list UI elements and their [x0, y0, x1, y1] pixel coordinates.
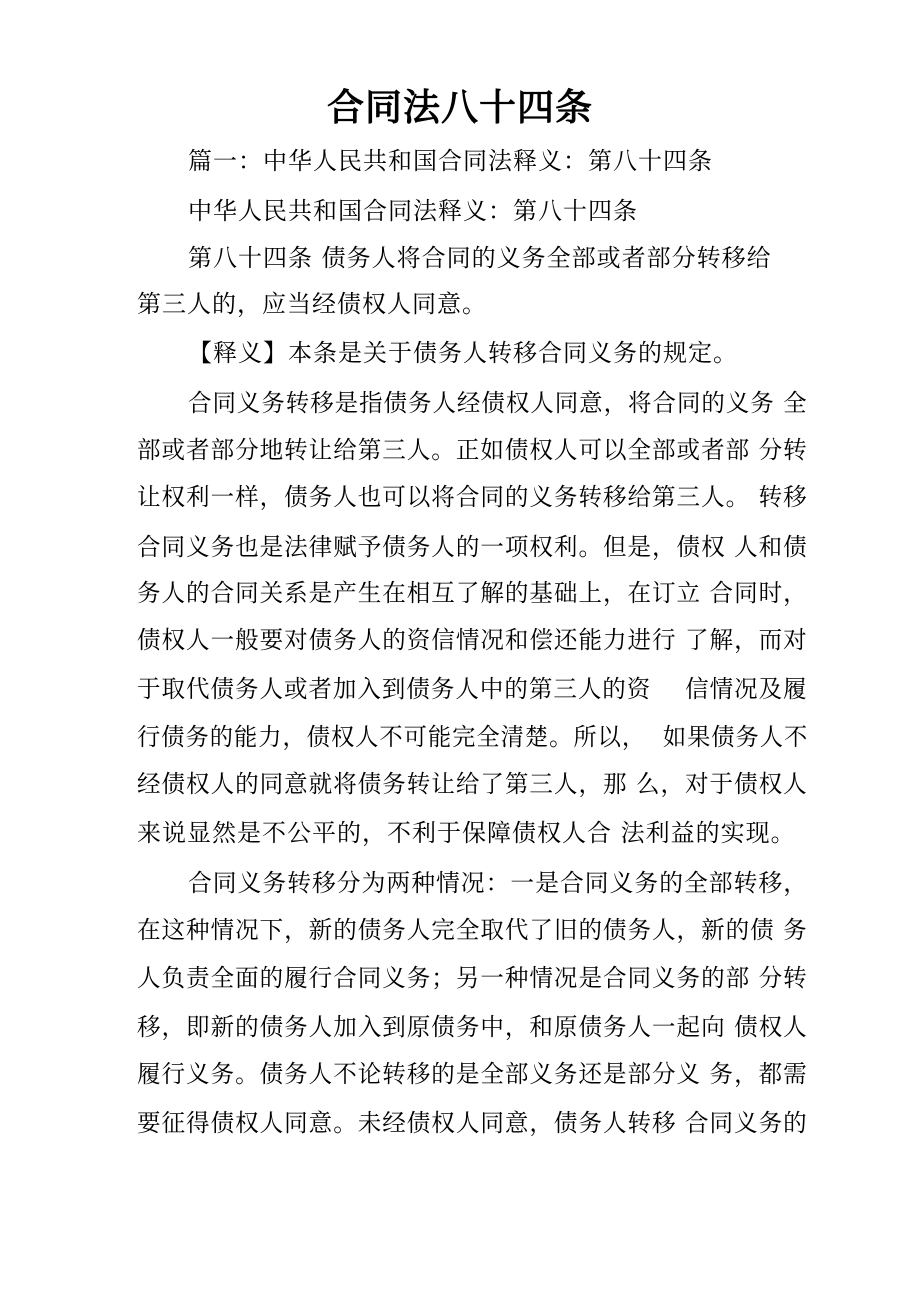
text-line: 【释义】本条是关于债务人转移合同义务的规定。 [188, 339, 738, 367]
text-line: 在这种情况下，新的债务人完全取代了旧的债务人，新的债 务 [137, 916, 808, 944]
text-line: 中华人民共和国合同法释义：第八十四条 [188, 197, 638, 225]
text-line: 第八十四条 债务人将合同的义务全部或者部分转移给 [188, 244, 772, 272]
text-line: 人负责全面的履行合同义务；另一种情况是合同义务的部 分转 [137, 964, 808, 992]
text-line: 要征得债权人同意。未经债权人同意，债务人转移 合同义务的 [137, 1109, 808, 1137]
text-line: 合同义务转移分为两种情况：一是合同义务的全部转移， [188, 869, 808, 897]
text-line: 于取代债务人或者加入到债务人中的第三人的资 信情况及履 [137, 675, 808, 703]
text-line: 篇一：中华人民共和国合同法释义：第八十四条 [188, 147, 713, 175]
text-line: 履行义务。债务人不论转移的是全部义务还是部分义 务，都需 [137, 1060, 808, 1088]
text-line: 合同义务也是法律赋予债务人的一项权利。但是，债权 人和债 [137, 533, 808, 561]
text-line: 行债务的能力，债权人不可能完全清楚。所以， 如果债务人不 [137, 723, 809, 751]
text-line: 移，即新的债务人加入到原债务中，和原债务人一起向 债权人 [137, 1013, 808, 1041]
document-title: 合同法八十四条 [327, 85, 593, 129]
text-line: 部或者部分地转让给第三人。正如债权人可以全部或者部 分转 [137, 436, 808, 464]
text-line: 债权人一般要对债务人的资信情况和偿还能力进行 了解，而对 [137, 626, 808, 654]
text-line: 来说显然是不公平的，不利于保障债权人合 法利益的实现。 [137, 819, 796, 847]
text-line: 让权利一样，债务人也可以将合同的义务转移给第三人。 转移 [137, 483, 808, 511]
text-line: 经债权人的同意就将债务转让给了第三人，那 么，对于债权人 [137, 770, 808, 798]
text-line: 第三人的，应当经债权人同意。 [137, 290, 487, 318]
text-line: 合同义务转移是指债务人经债权人同意，将合同的义务 全 [188, 389, 808, 417]
text-line: 务人的合同关系是产生在相互了解的基础上，在订立 合同时， [137, 579, 808, 607]
